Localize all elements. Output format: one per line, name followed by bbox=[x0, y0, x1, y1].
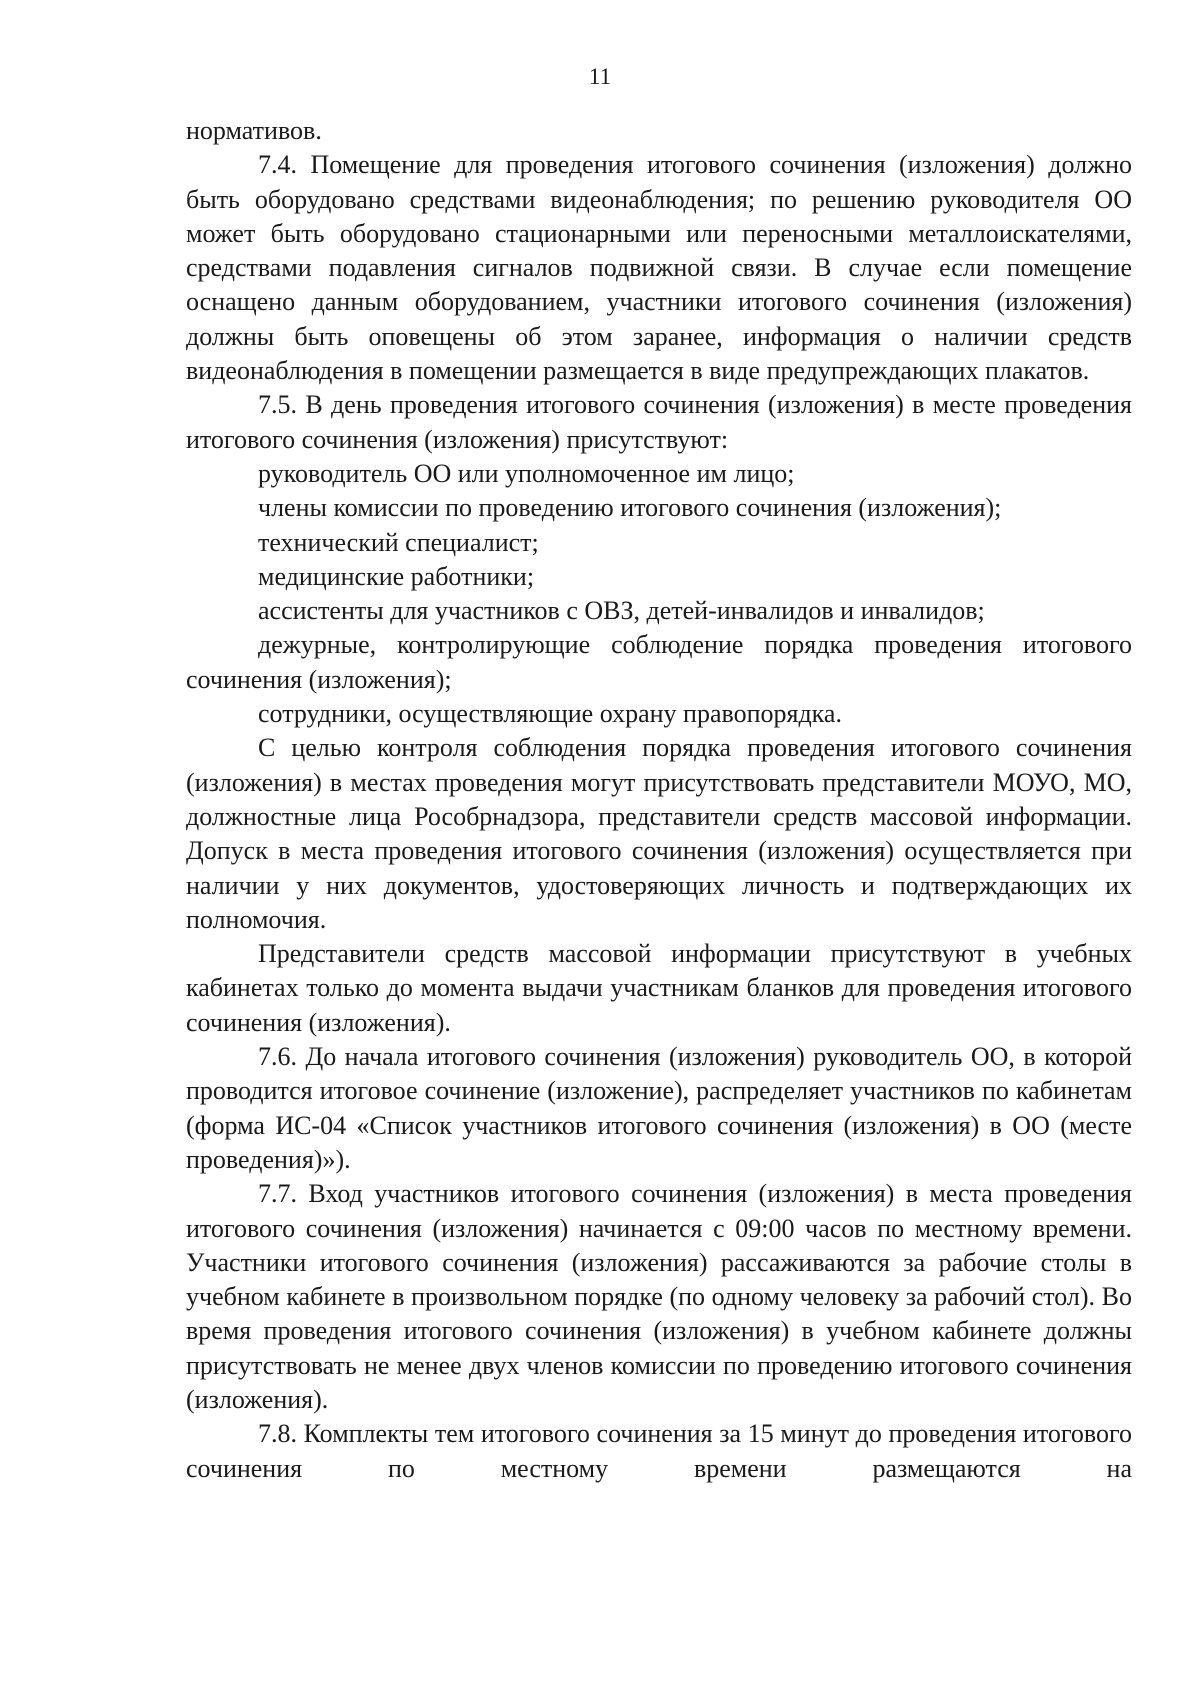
page-number: 11 bbox=[588, 64, 612, 89]
list-item: руководитель ОО или уполномоченное им лицо; bbox=[258, 458, 795, 488]
list-item: медицинские работники; bbox=[258, 561, 535, 591]
document-body bbox=[186, 114, 1132, 1486]
paragraph: нормативов. bbox=[186, 116, 322, 145]
list-item: сотрудники, осуществляющие охрану правопорядка. bbox=[258, 699, 842, 729]
paragraph-7-7: 7.7. Вход участников итогового сочинения (изложения) в места проведения итогового сочинения (изложения) начинается с 09:00 часов по местному времени. Участники итогового сочинения (изложения) рассаживаются за рабочие столы в учебном кабинете в произвольном порядке (по одному человеку за рабочий стол). Во время проведения итогового сочинения (изложения) в учебном кабинете должны присутствовать не менее двух членов комиссии по проведению итогового сочинения (изложения). bbox=[186, 1179, 1132, 1414]
list-item: технический специалист; bbox=[258, 527, 539, 557]
paragraph-7-8: 7.8. Комплекты тем итогового сочинения за 15 минут до проведения итогового сочинения по местному времени размещаются на bbox=[186, 1419, 1132, 1483]
paragraph-7-5: 7.5. В день проведения итогового сочинения (изложения) в месте проведения итогового сочинения (изложения) присутствуют: bbox=[186, 390, 1132, 454]
list-item: ассистенты для участников с ОВЗ, детей-инвалидов и инвалидов; bbox=[258, 596, 985, 626]
paragraph: С целью контроля соблюдения порядка проведения итогового сочинения (изложения) в местах проведения могут присутствовать представители МОУО, МО, должностные лица Рособрнадзора, представители средств массовой информации. Допуск в места проведения итогового сочинения (изложения) осуществляется при наличии у них документов, удостоверяющих личность и подтверждающих их полномочия. bbox=[186, 733, 1132, 934]
list-item: члены комиссии по проведению итогового сочинения (изложения); bbox=[258, 493, 1002, 523]
paragraph-7-4: 7.4. Помещение для проведения итогового сочинения (изложения) должно быть оборудовано средствами видеонаблюдения; по решению руководителя ОО может быть оборудовано стационарными или переносными металлоискателями, средствами подавления сигналов подвижной связи. В случае если помещение оснащено данным оборудованием, участники итогового сочинения (изложения) должны быть оповещены об этом заранее, информация о наличии средств видеонаблюдения в помещении размещается в виде предупреждающих плакатов. bbox=[186, 150, 1132, 386]
paragraph: Представители средств массовой информации присутствуют в учебных кабинетах только до момента выдачи участникам бланков для проведения итогового сочинения (изложения). bbox=[186, 939, 1132, 1037]
paragraph-7-6: 7.6. До начала итогового сочинения (изложения) руководитель ОО, в которой проводится итоговое сочинение (изложение), распределяет участников по кабинетам (форма ИС-04 «Список участников итогового сочинения (изложения) в ОО (месте проведения)»). bbox=[186, 1042, 1132, 1174]
list-item: дежурные, контролирующие соблюдение порядка проведения итогового сочинения (изложения); bbox=[186, 630, 1132, 694]
